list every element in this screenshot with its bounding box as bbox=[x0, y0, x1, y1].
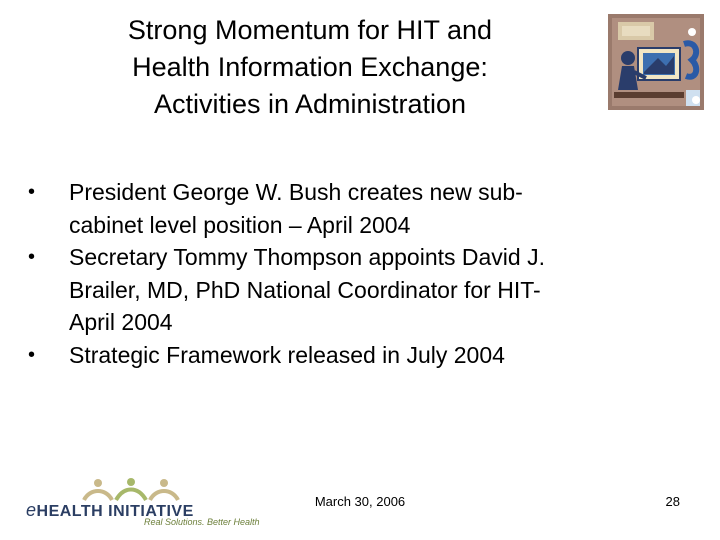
bullet-item bbox=[0, 176, 720, 241]
logo-name: HEALTH INITIATIVE bbox=[36, 503, 194, 520]
computer-user-clipart-icon bbox=[608, 14, 704, 110]
bullet-marker: • bbox=[28, 181, 36, 203]
ehealth-initiative-logo bbox=[26, 478, 260, 530]
footer-date: March 30, 2006 bbox=[314, 494, 406, 509]
title-line-3: Activities in Administration bbox=[153, 89, 467, 119]
logo-prefix: e bbox=[26, 500, 37, 520]
page-number: 28 bbox=[665, 494, 680, 509]
people-figures-icon bbox=[76, 478, 186, 502]
bullet-marker: • bbox=[28, 343, 36, 366]
bullet-item bbox=[0, 339, 720, 372]
bullet-line: Strategic Framework released in July 2004 bbox=[69, 341, 505, 368]
bullet-line: President George W. Bush creates new sub- bbox=[69, 179, 523, 205]
title-line-2: Health Information Exchange: bbox=[132, 52, 488, 82]
title-line-1: Strong Momentum for HIT and bbox=[127, 15, 493, 45]
bullet-line: Secretary Tommy Thompson appoints David J. bbox=[69, 244, 545, 270]
slide-title bbox=[110, 12, 510, 123]
bullet-marker: • bbox=[28, 246, 36, 268]
bullet-line: cabinet level position – April 2004 bbox=[69, 211, 411, 238]
bullet-list bbox=[0, 176, 720, 371]
bullet-line: Brailer, MD, PhD National Coordinator for HIT- bbox=[69, 276, 541, 303]
logo-tagline: Real Solutions. Better Health bbox=[144, 517, 260, 527]
bullet-item bbox=[0, 241, 720, 339]
bullet-line: April 2004 bbox=[69, 309, 173, 335]
